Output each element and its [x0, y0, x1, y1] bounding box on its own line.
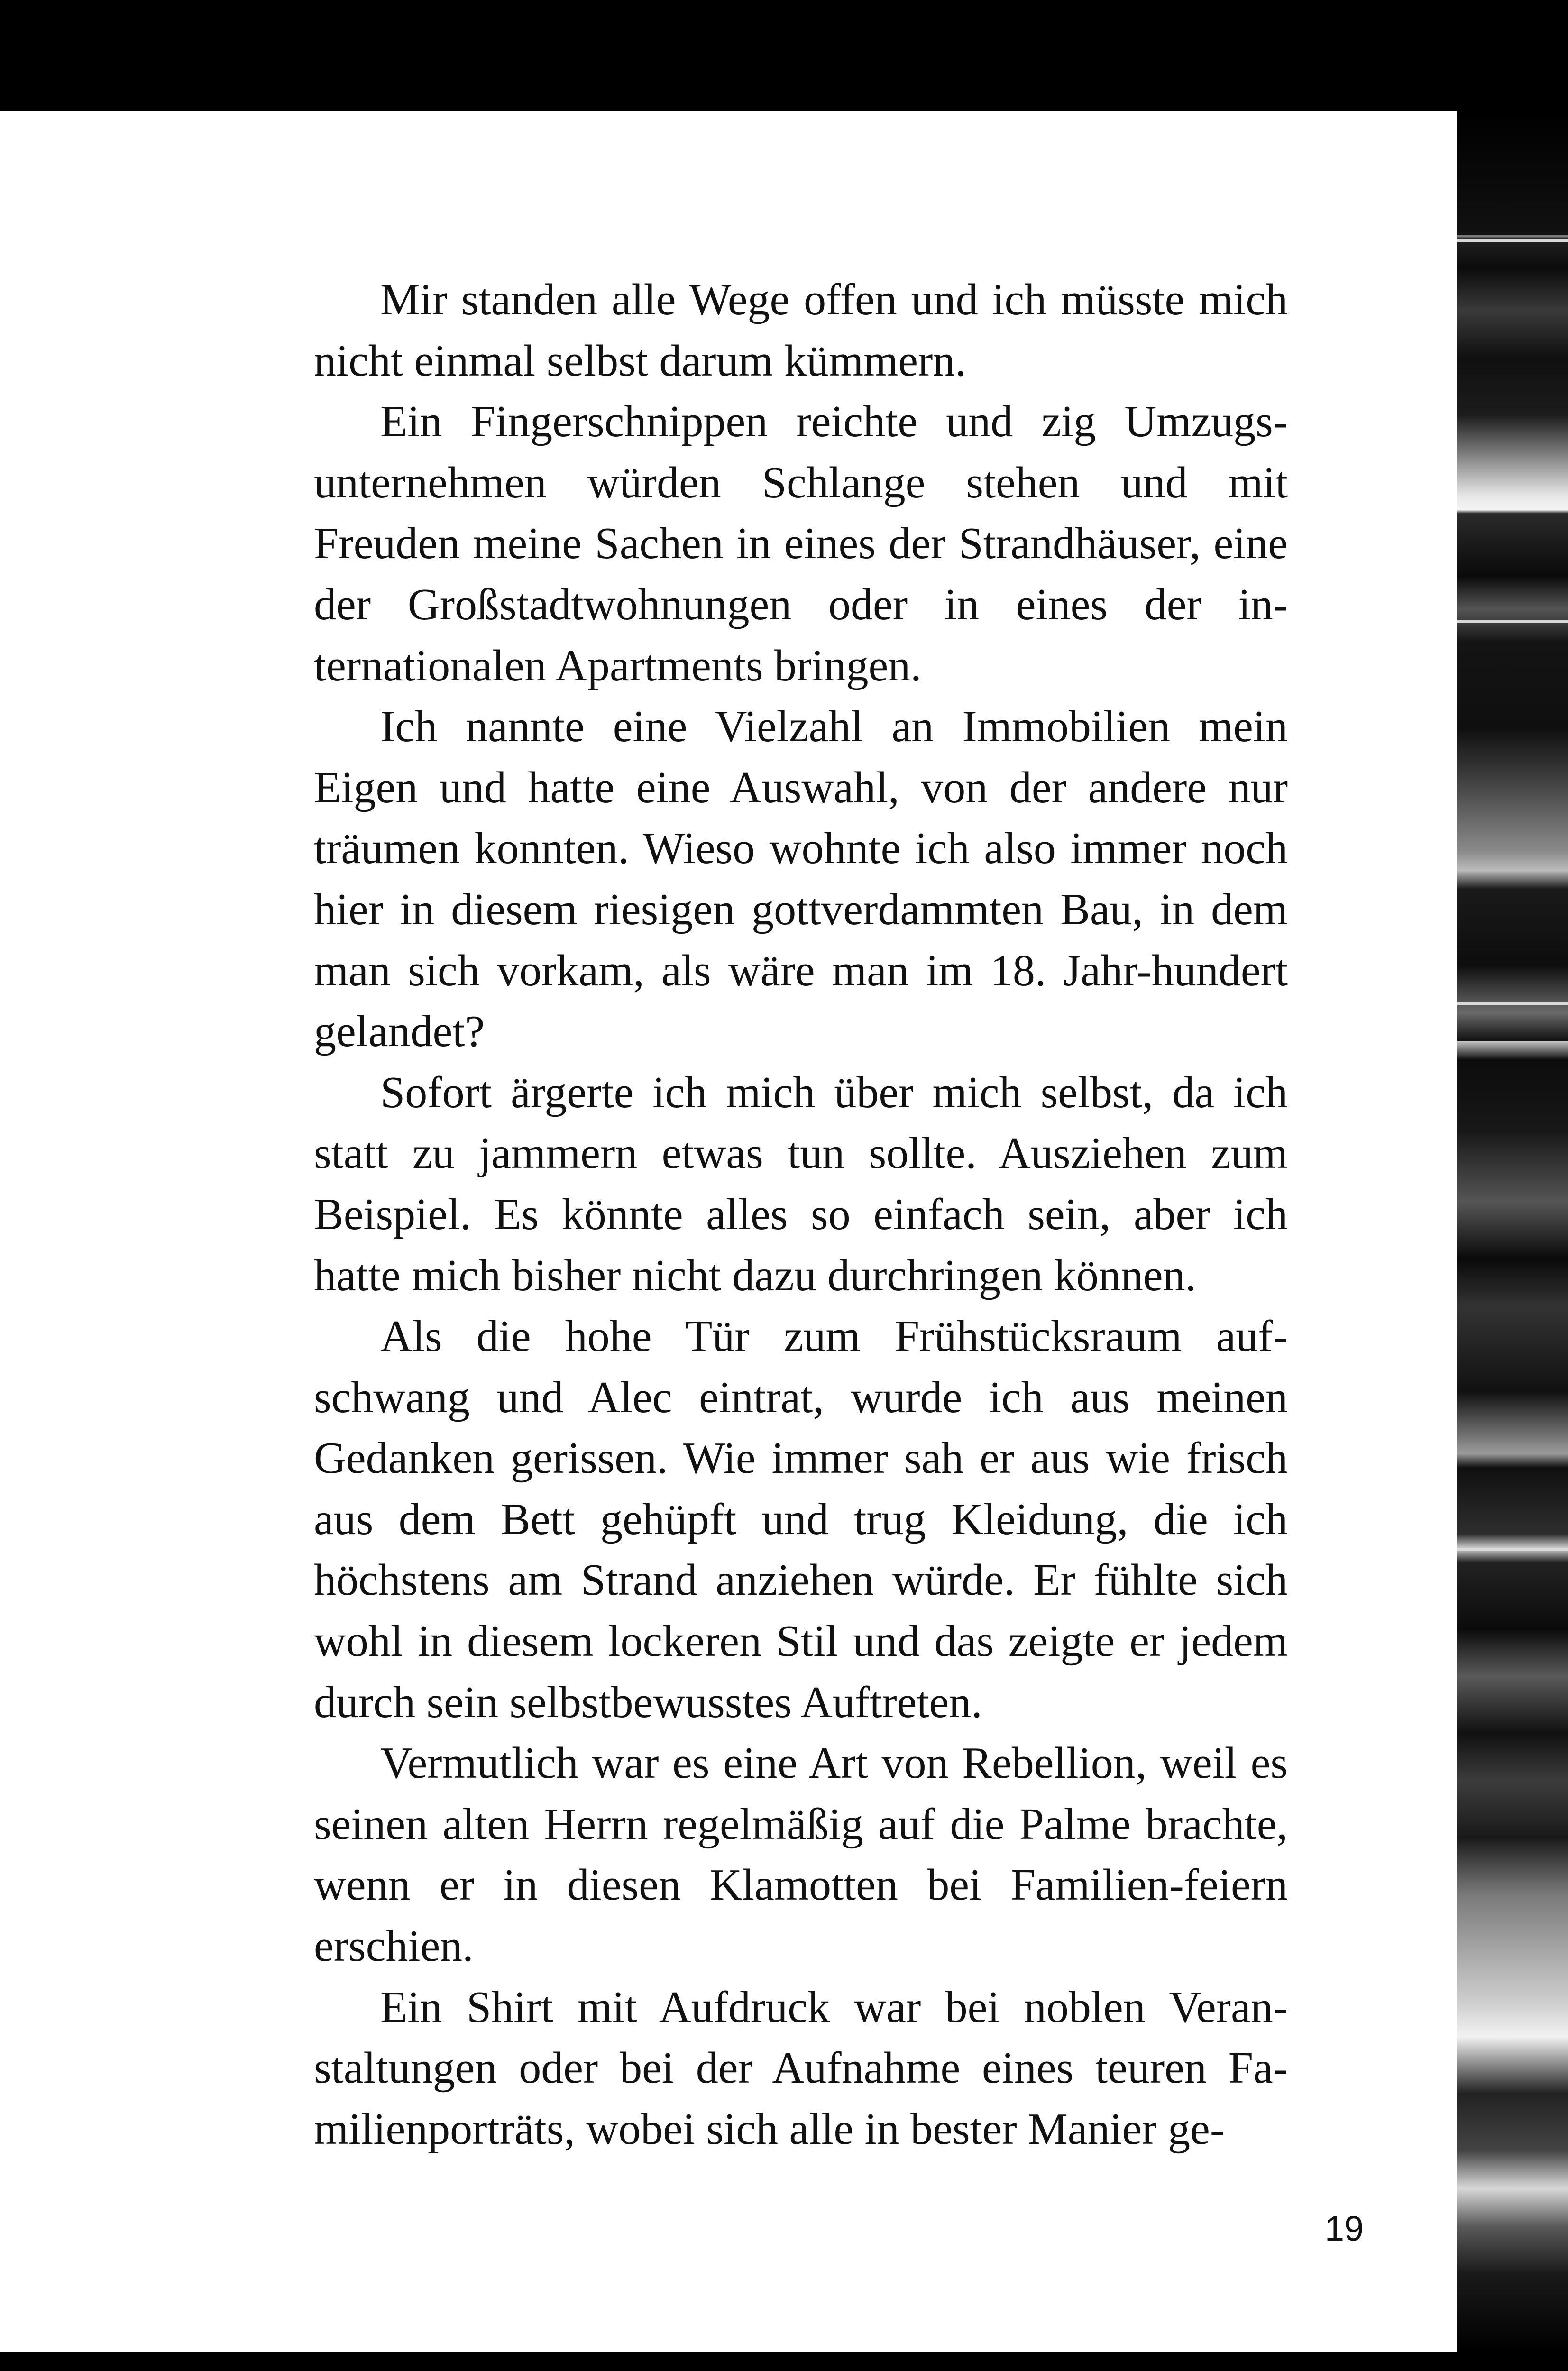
paragraph: Mir standen alle Wege offen und ich müsste mich nicht einmal selbst darum kümmern. — [314, 275, 1288, 386]
paragraph: Ein Shirt mit Aufdruck war bei noblen Veran-staltungen oder bei der Aufnahme eines teuren Fa-milienporträts, wobei sich alle in bester Manier ge- — [314, 1982, 1288, 2154]
paragraph: Sofort ärgerte ich mich über mich selbst, da ich statt zu jammern etwas tun sollte. Ausziehen zum Beispiel. Es könnte alles so einfach sein, aber ich hatte mich bisher nicht dazu durchringen können. — [314, 1067, 1288, 1300]
paragraph: Ich nannte eine Vielzahl an Immobilien mein Eigen und hatte eine Auswahl, von der andere nur träumen konnten. Wieso wohnte ich also immer noch hier in diesem riesigen gottverdammten Bau, in dem man sich vorkam, als wäre man im 18. Jahr-hundert gelandet? — [314, 702, 1288, 1057]
side-decoration-strip — [1457, 111, 1568, 2352]
paragraph: Vermutlich war es eine Art von Rebellion, weil es seinen alten Herrn regelmäßig auf die Palme brachte, wenn er in diesen Klamotten bei Familien-feiern erschien. — [314, 1738, 1288, 1971]
side-stripe-line — [1457, 620, 1568, 623]
paragraph: Ein Fingerschnippen reichte und zig Umzugs-unternehmen würden Schlange stehen und mit Freuden meine Sachen in eines der Strandhäuser, eine der Großstadtwohnungen oder in eines der in-ternationalen Apartments bringen. — [314, 397, 1288, 690]
side-stripe-line — [1457, 1548, 1568, 1551]
side-stripe-line — [1457, 1002, 1568, 1005]
body-text — [314, 269, 1288, 2160]
side-stripe-line — [1457, 239, 1568, 242]
page-number: 19 — [1324, 2209, 1364, 2248]
bottom-black-bar — [0, 2352, 1568, 2371]
paragraph: Als die hohe Tür zum Frühstücksraum auf-schwang und Alec eintrat, wurde ich aus meinen Gedanken gerissen. Wie immer sah er aus wie frisch aus dem Bett gehüpft und trug Kleidung, die ich höchstens am Strand anziehen würde. Er fühlte sich wohl in diesem lockeren Stil und das zeigte er jedem durch sein selbstbewusstes Auftreten. — [314, 1312, 1288, 1727]
top-black-bar — [0, 0, 1568, 111]
